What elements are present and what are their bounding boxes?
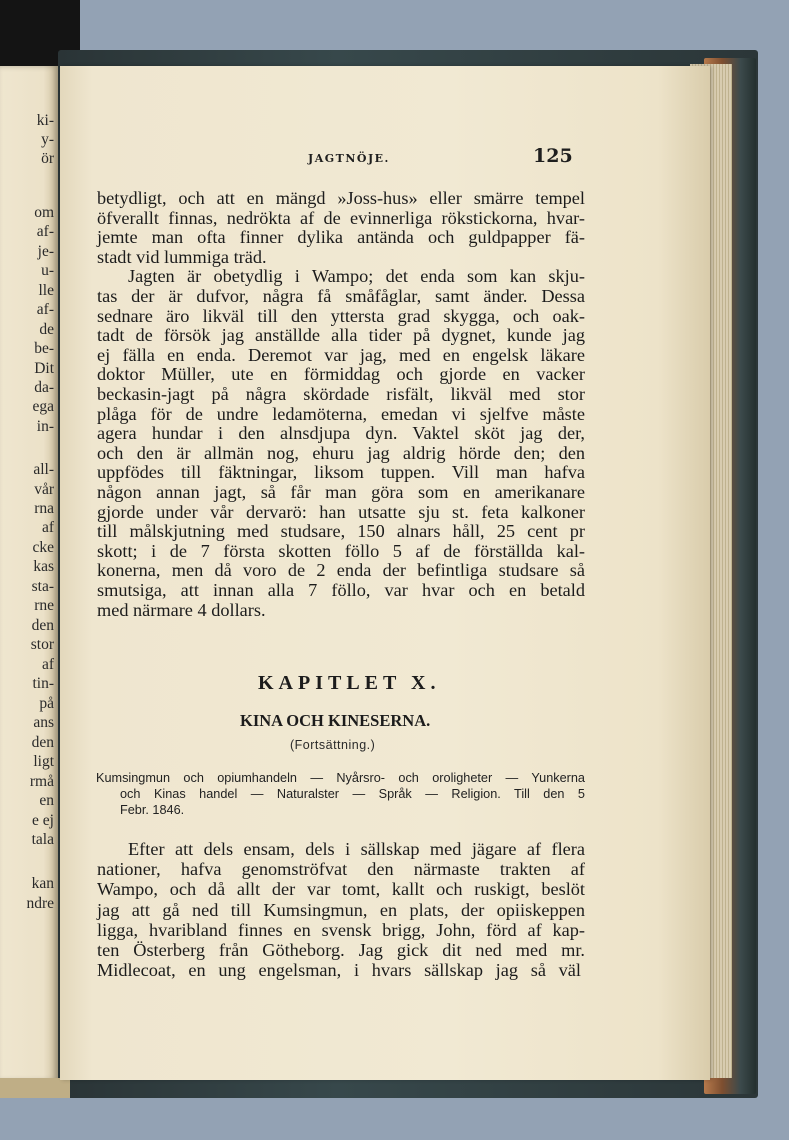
text-line: med närmare 4 dollars. (97, 599, 266, 620)
text-line: agera hundar i den alnsdjupa dyn. Vaktel sköt jag der, (97, 423, 585, 444)
previous-page-fragment: rna (34, 500, 54, 517)
previous-page-fragment: af- (36, 301, 54, 318)
previous-page-fragment: je- (37, 243, 54, 260)
previous-page-fragment: af- (36, 223, 54, 240)
previous-page-fragment: rmå (29, 773, 54, 790)
continuation-note: (Fortsättning.) (290, 738, 376, 752)
page-number: 125 (533, 145, 573, 167)
text-line: smutsiga, att innan alla 7 föllo, var hvar och en betald (97, 580, 585, 600)
text-line: Efter att dels ensam, dels i sällskap med jägare af flera (128, 839, 585, 859)
previous-page-fragment: tala (31, 831, 54, 848)
previous-page-fragment: af (41, 656, 54, 673)
previous-page-fragment: ans (33, 714, 54, 731)
previous-page-fragment: kas (33, 558, 54, 575)
previous-page-fragment: på (39, 695, 54, 712)
text-line: gjorde under vår dervarö: han utsatte sju st. feta kalkoner (97, 501, 585, 522)
text-line: ej fälla en enda. Deremot var jag, med en engelsk läkare (97, 344, 585, 365)
text-line: konerna, men då voro de 2 enda der befintliga studsare så (97, 560, 585, 581)
summary-line: Febr. 1846. (120, 803, 185, 817)
previous-page-fragment: vår (34, 481, 54, 498)
previous-page-bottom-edge (0, 1078, 70, 1098)
previous-page-fragment: en (39, 792, 54, 809)
previous-page-fragment: tin- (32, 675, 54, 692)
text-line: Wampo, och då allt der var tomt, kallt och ruskigt, beslöt (97, 879, 585, 900)
text-line: doktor Müller, ute en förmiddag och gjorde en vacker (97, 364, 585, 385)
text-line: beckasin-jagt på några skördade risfält, likväl med stor (97, 384, 585, 404)
text-line: betydligt, och att en mängd »Joss-hus» eller smärre tempel (97, 188, 585, 208)
previous-page-fragment: Dit (34, 360, 54, 377)
text-line: jag att gå ned till Kumsingmun, en plats, der opiiskeppen (97, 899, 585, 920)
text-line: tas der är dufvor, några få småfåglar, samt änder. Dessa (97, 286, 585, 306)
previous-page-fragment: ligt (33, 753, 54, 770)
previous-page-fragment: kan (31, 875, 54, 892)
text-line: sednare äro likväl till den yttersta grad skygga, och oak- (97, 305, 585, 326)
text-line: Midlecoat, en ung engelsman, i hvars sällskap jag så väl (97, 960, 581, 981)
previous-page-fragment: all- (33, 461, 54, 478)
text-line: plåga för de undre ledamöterna, emedan vi sjelfve måste (97, 403, 585, 424)
summary-line: Kumsingmun och opiumhandeln — Nyårsro- och oroligheter — Yunkerna (96, 771, 585, 785)
previous-page (0, 66, 58, 1081)
chapter-title: KINA OCH KINESERNA. (240, 711, 431, 730)
text-line: jemte man ofta finner dylika antända och guldpapper fä- (97, 227, 585, 248)
previous-page-fragment: e ej (32, 812, 54, 829)
previous-page-fragment: om (34, 204, 54, 221)
text-line: skott; i de 7 första skotten föllo 5 af de förställda kal- (97, 540, 585, 561)
previous-page-fragment: af (41, 519, 54, 536)
previous-page-fragment: de (39, 321, 54, 338)
text-line: Jagten är obetydlig i Wampo; det enda som kan skju- (128, 266, 585, 287)
text-line: tadt de försök jag anställde alla tider på dygnet, kunde jag (97, 325, 585, 346)
previous-page-fragment: stor (30, 636, 54, 653)
previous-page-fragment: ega (32, 398, 54, 415)
previous-page-fragment: y- (41, 131, 54, 148)
text-line: ten Österberg från Götheborg. Jag gick dit ned med mr. (97, 940, 585, 960)
previous-page-fragment: da- (34, 379, 54, 396)
previous-page-fragment: den (31, 617, 54, 634)
text-line: någon annan jagt, så får man göra som en amerikanare (97, 482, 585, 502)
text-line: till målskjutning med studsare, 150 alnars håll, 25 cent pr (97, 521, 585, 542)
previous-page-fragment: rne (34, 597, 54, 614)
previous-page-fragment: den (31, 734, 54, 751)
previous-page-fragment: sta- (31, 578, 54, 595)
text-line: stadt vid lummiga träd. (97, 246, 267, 267)
text-line: nationer, hafva genomströfvat den närmaste trakten af (97, 859, 585, 880)
previous-page-fragment: be- (34, 340, 54, 357)
running-title: JAGTNÖJE. (308, 152, 390, 165)
chapter-heading: KAPITLET X. (258, 672, 441, 694)
text-line: uppfödes till fäktningar, liksom tuppen. Vill man hafva (97, 462, 585, 483)
previous-page-fragment: ör (41, 150, 54, 167)
previous-page-fragment: in- (36, 418, 54, 435)
summary-line: och Kinas handel — Naturalster — Språk — Religion. Till den 5 (120, 787, 585, 801)
previous-page-fragment: ki- (36, 112, 54, 129)
text-line: och den är allmän nog, ehuru jag aldrig hörde den; den (97, 442, 585, 463)
previous-page-fragment: lle (38, 282, 54, 299)
previous-page-fragment: cke (32, 539, 54, 556)
previous-page-fragment: ndre (26, 895, 54, 912)
text-line: ligga, hvaribland finnes en svensk brigg, John, förd af kap- (97, 919, 585, 940)
text-line: öfverallt finnas, nedrökta af de evinnerliga rökstickorna, hvar- (97, 207, 585, 228)
previous-page-fragment: u- (41, 262, 54, 279)
